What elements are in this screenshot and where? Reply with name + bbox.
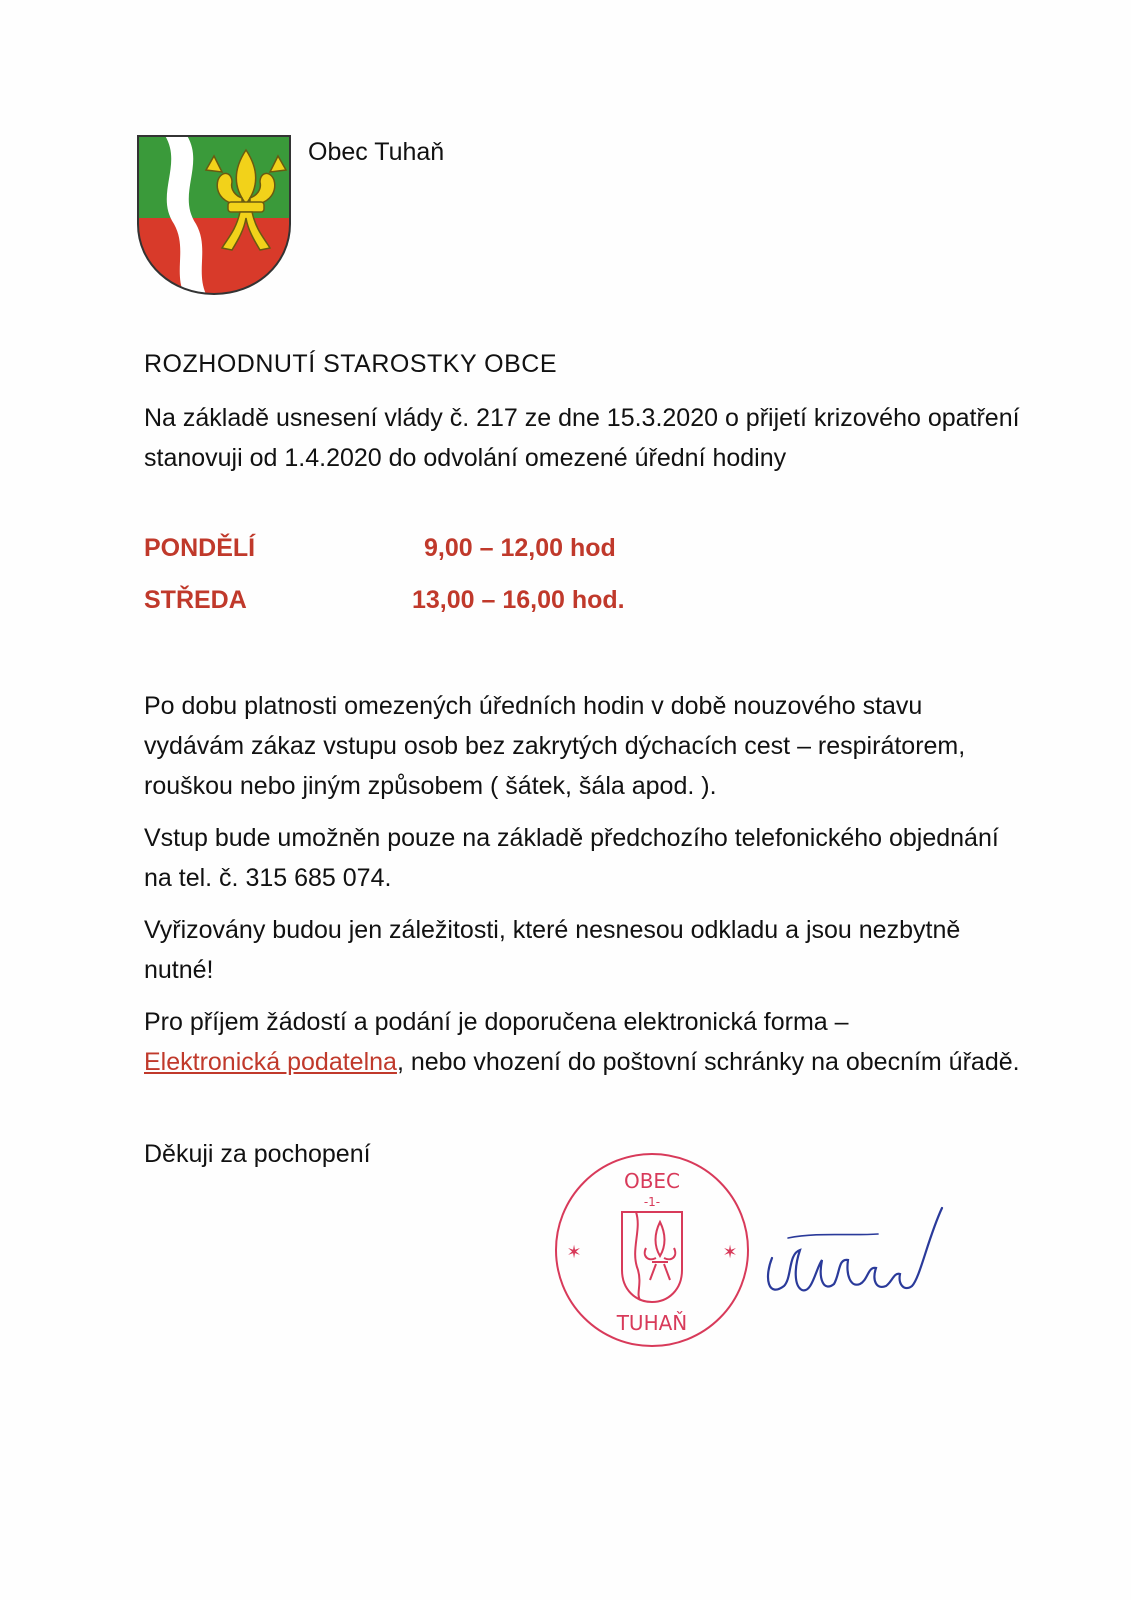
hours-day-wednesday: STŘEDA bbox=[144, 586, 247, 614]
stamp-bottom-text: TUHAŇ bbox=[616, 1311, 688, 1335]
submission-text-before: Pro příjem žádostí a podání je doporučena elektronická forma – bbox=[144, 1008, 849, 1036]
submission-paragraph bbox=[144, 1002, 1024, 1082]
coat-of-arms-icon bbox=[136, 134, 292, 296]
official-stamp bbox=[552, 1150, 752, 1350]
mask-paragraph: Po dobu platnosti omezených úředních hodin v době nouzového stavu vydávám zákaz vstupu osob bez zakrytých dýchacích cest – respirátorem, rouškou nebo jiným způsobem ( šátek, šála apod. ). bbox=[144, 692, 966, 800]
phone-paragraph: Vstup bude umožněn pouze na základě předchozího telefonického objednání na tel. č. 315 685 074. bbox=[144, 824, 999, 892]
hours-time-monday: 9,00 – 12,00 hod bbox=[424, 534, 616, 562]
stamp-star-right-icon: ✶ bbox=[722, 1242, 738, 1263]
stamp-number: -1- bbox=[643, 1195, 661, 1209]
electronic-filing-link[interactable]: Elektronická podatelna bbox=[144, 1048, 397, 1076]
stamp-top-text: OBEC bbox=[623, 1169, 681, 1193]
thanks-text: Děkuji za pochopení bbox=[144, 1140, 371, 1168]
intro-paragraph: Na základě usnesení vlády č. 217 ze dne 15.3.2020 o přijetí krizového opatření stanovuji od 1.4.2020 do odvolání omezené úřední hodiny bbox=[144, 404, 1020, 472]
hours-time-wednesday: 13,00 – 16,00 hod. bbox=[412, 586, 625, 614]
decision-heading: ROZHODNUTÍ STAROSTKY OBCE bbox=[144, 350, 558, 378]
handwritten-signature bbox=[758, 1198, 958, 1308]
submission-text-after: , nebo vhození do poštovní schránky na obecním úřadě. bbox=[396, 1048, 1020, 1076]
urgent-paragraph: Vyřizovány budou jen záležitosti, které nesnesou odkladu a jsou nezbytně nutné! bbox=[144, 916, 961, 984]
hours-day-monday: PONDĚLÍ bbox=[144, 534, 256, 562]
stamp-star-left-icon: ✶ bbox=[566, 1242, 582, 1263]
municipality-name: Obec Tuhaň bbox=[308, 138, 445, 166]
